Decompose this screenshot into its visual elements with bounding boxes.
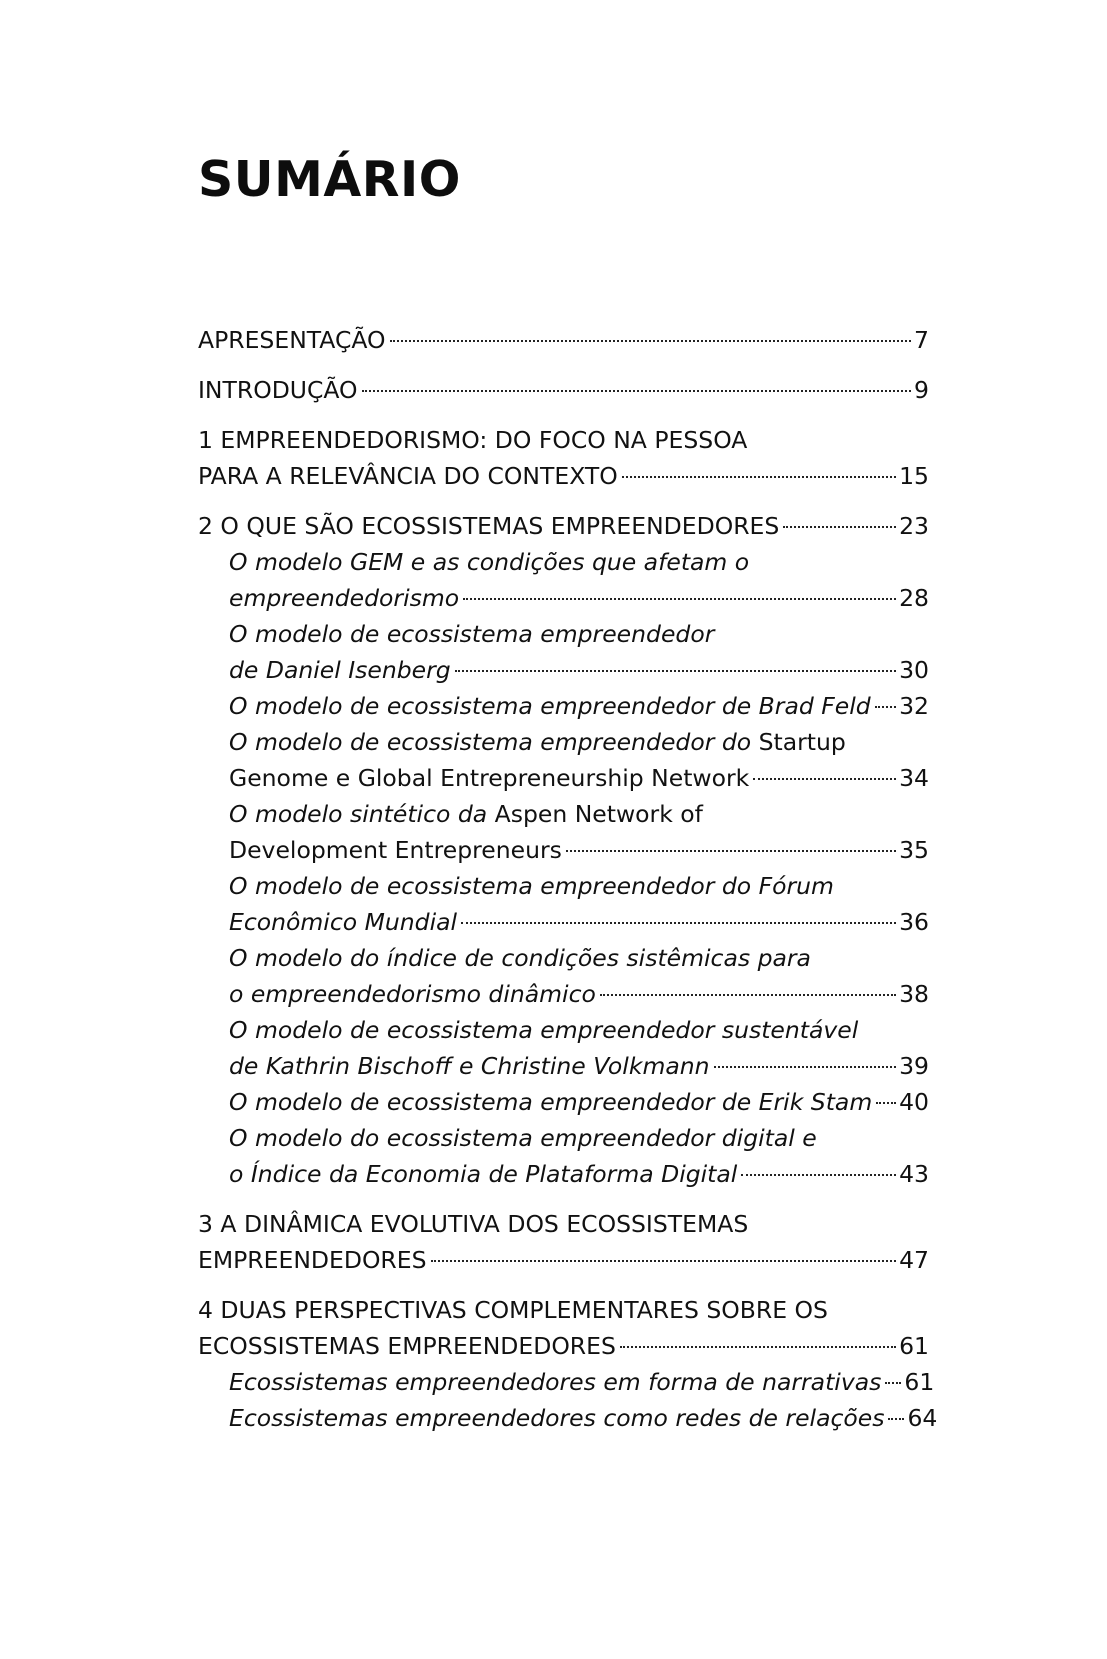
toc-page-number: 32	[899, 692, 929, 720]
toc-entry-title: Ecossistemas empreendedores como redes de relações	[229, 1404, 885, 1432]
dot-leader	[566, 850, 896, 852]
toc-entry-title: O modelo de ecossistema empreendedor sustentável	[229, 1016, 859, 1044]
toc-line	[229, 616, 929, 652]
toc-page-number: 35	[899, 836, 929, 864]
table-of-contents	[198, 322, 938, 1436]
toc-line	[198, 422, 929, 458]
toc-line	[229, 1012, 929, 1048]
toc-entry-chapter-1[interactable]	[198, 422, 929, 494]
toc-page-number: 40	[899, 1088, 929, 1116]
dot-leader	[622, 476, 896, 478]
dot-leader	[390, 340, 912, 342]
toc-subentry-erik-stam[interactable]	[198, 1084, 929, 1120]
toc-entry-title-roman: Aspen Network of	[494, 800, 703, 828]
dot-leader	[714, 1066, 897, 1068]
toc-line	[229, 796, 929, 832]
toc-page-number: 9	[914, 376, 929, 404]
toc-entry-title: 1 EMPREENDEDORISMO: DO FOCO NA PESSOA	[198, 426, 748, 454]
toc-page-number: 30	[899, 656, 929, 684]
toc-entry-title: APRESENTAÇÃO	[198, 326, 386, 354]
toc-subentry-aspen[interactable]	[198, 796, 929, 868]
toc-subentry-forum-economico[interactable]	[198, 868, 929, 940]
toc-line	[229, 688, 929, 724]
dot-leader	[753, 778, 896, 780]
toc-line	[229, 1400, 938, 1436]
toc-line	[229, 904, 929, 940]
toc-entry-title: O modelo de ecossistema empreendedor de Erik Stam	[229, 1088, 873, 1116]
toc-page-number: 61	[899, 1332, 929, 1360]
toc-entry-title: O modelo de ecossistema empreendedor de Brad Feld	[229, 692, 871, 720]
toc-entry-title: O modelo do ecossistema empreendedor digital e	[229, 1124, 817, 1152]
toc-page-number: 36	[899, 908, 929, 936]
toc-subentry-redes-relacoes[interactable]	[198, 1400, 938, 1436]
toc-page-number: 34	[899, 764, 929, 792]
toc-entry-title: O modelo do índice de condições sistêmicas para	[229, 944, 811, 972]
toc-line	[198, 1206, 929, 1242]
toc-entry-title: Econômico Mundial	[229, 908, 458, 936]
page-title: SUMÁRIO	[198, 151, 461, 208]
dot-leader	[455, 670, 896, 672]
toc-subentry-indice-condicoes[interactable]	[198, 940, 929, 1012]
toc-line	[229, 580, 929, 616]
toc-entry-title: 2 O QUE SÃO ECOSSISTEMAS EMPREENDEDORES	[198, 512, 780, 540]
toc-page-number: 39	[899, 1052, 929, 1080]
toc-page-number: 15	[899, 462, 929, 490]
toc-entry-title: O modelo de ecossistema empreendedor	[229, 620, 715, 648]
toc-line	[229, 1156, 929, 1192]
dot-leader	[885, 1382, 901, 1384]
toc-entry-title-italic: O modelo de ecossistema empreendedor do	[229, 728, 759, 756]
toc-entry-title-italic: O modelo sintético da	[229, 800, 495, 828]
dot-leader	[876, 1102, 896, 1104]
toc-subentry-startup-genome[interactable]	[198, 724, 929, 796]
toc-entry-introducao[interactable]	[198, 372, 929, 408]
toc-subentry-sustentavel[interactable]	[198, 1012, 929, 1084]
toc-entry-title: o Índice da Economia de Plataforma Digital	[229, 1160, 738, 1188]
toc-line	[229, 724, 929, 760]
dot-leader	[600, 994, 896, 996]
toc-page-number: 23	[899, 512, 929, 540]
toc-entry-title-roman: Development Entrepreneurs	[229, 836, 562, 864]
toc-page-number: 43	[899, 1160, 929, 1188]
toc-subentry-brad-feld[interactable]	[198, 688, 929, 724]
toc-line	[229, 976, 929, 1012]
toc-entry-title: ECOSSISTEMAS EMPREENDEDORES	[198, 1332, 616, 1360]
toc-entry-title: Ecossistemas empreendedores em forma de narrativas	[229, 1368, 882, 1396]
toc-entry-title: 3 A DINÂMICA EVOLUTIVA DOS ECOSSISTEMAS	[198, 1210, 749, 1238]
toc-entry-title: O modelo GEM e as condições que afetam o	[229, 548, 750, 576]
toc-line	[198, 372, 929, 408]
toc-entry-title: empreendedorismo	[229, 584, 460, 612]
toc-line	[198, 458, 929, 494]
toc-line	[229, 544, 929, 580]
toc-line	[198, 1292, 929, 1328]
toc-subentry-gem[interactable]	[198, 544, 929, 616]
toc-entry-title: EMPREENDEDORES	[198, 1246, 427, 1274]
toc-entry-title: de Kathrin Bischoff e Christine Volkmann	[229, 1052, 710, 1080]
toc-line	[229, 832, 929, 868]
toc-entry-title-roman: Startup	[758, 728, 846, 756]
dot-leader	[362, 390, 911, 392]
toc-line	[229, 1084, 929, 1120]
toc-subentry-isenberg[interactable]	[198, 616, 929, 688]
toc-line	[198, 508, 929, 544]
toc-entry-chapter-3[interactable]	[198, 1206, 929, 1278]
toc-line	[229, 652, 929, 688]
dot-leader	[875, 706, 896, 708]
toc-entry-chapter-4[interactable]	[198, 1292, 929, 1364]
toc-line	[229, 940, 929, 976]
toc-entry-title: INTRODUÇÃO	[198, 376, 358, 404]
toc-subentry-digital[interactable]	[198, 1120, 929, 1192]
toc-entry-chapter-2[interactable]	[198, 508, 929, 544]
dot-leader	[461, 922, 896, 924]
dot-leader	[783, 526, 896, 528]
toc-subentry-narrativas[interactable]	[198, 1364, 935, 1400]
toc-line	[229, 1120, 929, 1156]
toc-entry-title: de Daniel Isenberg	[229, 656, 451, 684]
dot-leader	[620, 1346, 896, 1348]
toc-entry-apresentacao[interactable]	[198, 322, 929, 358]
toc-line	[229, 868, 929, 904]
toc-line	[229, 1364, 935, 1400]
toc-entry-title: PARA A RELEVÂNCIA DO CONTEXTO	[198, 462, 618, 490]
toc-entry-title-roman: Genome e Global Entrepreneurship Network	[229, 764, 750, 792]
toc-entry-title: o empreendedorismo dinâmico	[229, 980, 596, 1008]
toc-line	[229, 1048, 929, 1084]
toc-page-number: 38	[899, 980, 929, 1008]
toc-page-number: 7	[914, 326, 929, 354]
dot-leader	[888, 1418, 904, 1420]
toc-page-number: 47	[899, 1246, 929, 1274]
toc-line	[229, 760, 929, 796]
toc-line	[198, 1242, 929, 1278]
toc-line	[198, 1328, 929, 1364]
toc-page-number: 61	[904, 1368, 935, 1396]
toc-page-number: 28	[899, 584, 929, 612]
toc-entry-title: 4 DUAS PERSPECTIVAS COMPLEMENTARES SOBRE OS	[198, 1296, 828, 1324]
dot-leader	[741, 1174, 896, 1176]
toc-entry-title: O modelo de ecossistema empreendedor do Fórum	[229, 872, 834, 900]
toc-line	[198, 322, 929, 358]
dot-leader	[431, 1260, 897, 1262]
dot-leader	[463, 598, 896, 600]
toc-page-number: 64	[907, 1404, 938, 1432]
